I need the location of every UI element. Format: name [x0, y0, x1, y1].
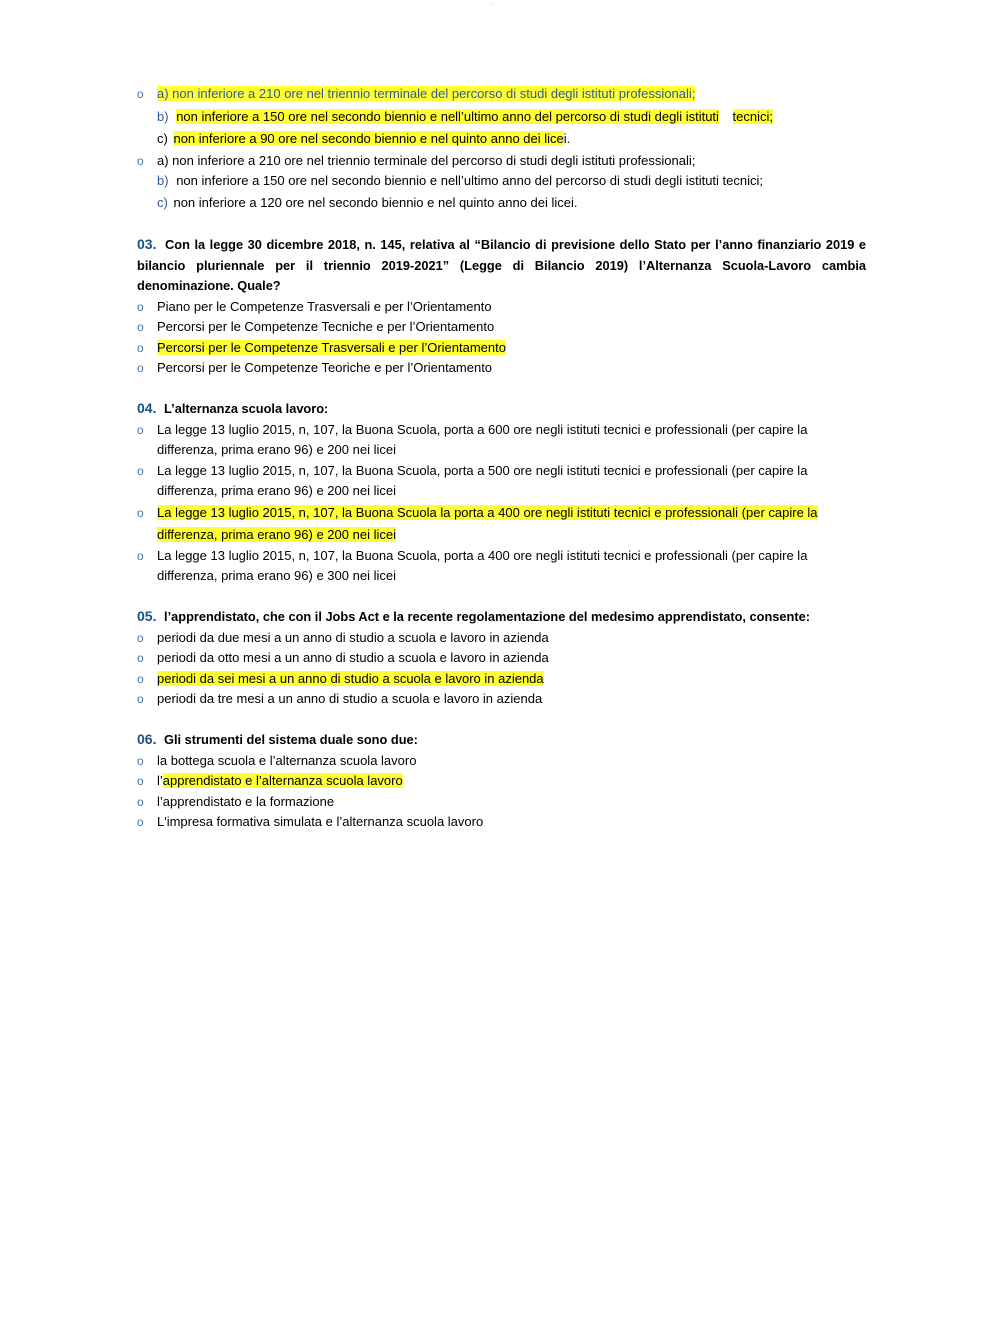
bullet-icon: o	[137, 815, 144, 829]
bullet-icon: o	[137, 361, 144, 375]
bullet-icon: o	[137, 505, 144, 520]
q02-option-2-a: a) non inferiore a 210 ore nel triennio terminale del percorso di studi degli istituti professionali;	[157, 152, 696, 168]
bullet-icon: o	[137, 320, 144, 334]
bullet-icon: o	[137, 692, 144, 706]
q03-block	[137, 234, 866, 379]
q03-option-3[interactable]: o Percorsi per le Competenze Trasversali e per l’Orientamento	[137, 338, 866, 359]
bullet-icon: o	[137, 774, 144, 788]
bullet-icon: o	[137, 753, 144, 768]
q03-option-2[interactable]: o Percorsi per le Competenze Tecniche e per l’Orientamento	[137, 317, 866, 338]
q04-question: 04. L’alternanza scuola lavoro:	[137, 400, 329, 416]
q04-option-2[interactable]: o La legge 13 luglio 2015, n, 107, la Buona Scuola, porta a 500 ore negli istituti tecnici e professionali (per capire la differenza, prima erano 96) e 200 nei licei	[137, 462, 808, 498]
q06-option-2[interactable]: o l’apprendistato e l’alternanza scuola lavoro	[137, 771, 877, 792]
q02-option-1	[137, 84, 877, 105]
q06-number: 06.	[137, 731, 157, 747]
q05-option-4[interactable]: o periodi da tre mesi a un anno di studio a scuola e lavoro in azienda	[137, 689, 877, 710]
q02-options	[137, 84, 877, 213]
bullet-icon: o	[137, 794, 144, 809]
q05-number: 05.	[137, 608, 157, 624]
bullet-icon: o	[137, 630, 144, 645]
q04-number: 04.	[137, 400, 157, 416]
header-mark: …	[490, 0, 495, 6]
q05-block	[137, 606, 877, 710]
q06-option-1[interactable]: o la bottega scuola e l’alternanza scuola lavoro	[137, 751, 877, 772]
q02-option-1-b: b) non inferiore a 150 ore nel secondo biennio e nell’ultimo anno del percorso di studi degli istituti tecnici;	[157, 108, 774, 124]
q02-option-2-b: b) non inferiore a 150 ore nel secondo biennio e nell’ultimo anno del percorso di studi degli istituti tecnici;	[157, 173, 763, 188]
q06-option-4[interactable]: o L'impresa formativa simulata e l’alternanza scuola lavoro	[137, 812, 877, 833]
q05-option-3[interactable]: o periodi da sei mesi a un anno di studio a scuola e lavoro in azienda	[137, 669, 877, 690]
q03-number: 03.	[137, 236, 157, 252]
q06-block	[137, 729, 877, 833]
bullet-icon: o	[137, 340, 144, 355]
q04-block	[137, 398, 866, 587]
q05-option-1[interactable]: o periodi da due mesi a un anno di studio a scuola e lavoro in azienda	[137, 628, 877, 649]
q03-option-4[interactable]: o Percorsi per le Competenze Teoriche e per l’Orientamento	[137, 358, 866, 379]
bullet-icon: o	[137, 671, 144, 686]
bullet-icon: o	[137, 153, 144, 168]
q02-option-2-c: c) non inferiore a 120 ore nel secondo biennio e nel quinto anno dei licei.	[157, 194, 578, 210]
q05-question: 05. l’apprendistato, che con il Jobs Act e la recente regolamentazione del medesimo apprendistato, consente:	[137, 608, 810, 624]
q03-question: 03. Con la legge 30 dicembre 2018, n. 145, relativa al “Bilancio di previsione dello Stato per l’anno finanziario 2019 e bilancio pluriennale per il triennio 2019-2021” (Legge di Bilancio 2019) l’Alternanza Scuola-Lavoro cambia denominazione. Quale?	[137, 236, 866, 293]
bullet-icon: o	[137, 299, 144, 314]
q06-question: 06. Gli strumenti del sistema duale sono due:	[137, 731, 418, 747]
q06-option-3[interactable]: o l’apprendistato e la formazione	[137, 792, 877, 813]
bullet-icon: o	[137, 422, 144, 437]
bullet-icon: o	[137, 463, 144, 478]
q02-option-2	[137, 151, 877, 172]
q03-option-1[interactable]: o Piano per le Competenze Trasversali e per l’Orientamento	[137, 297, 866, 318]
bullet-icon: o	[137, 87, 144, 101]
bullet-icon: o	[137, 548, 144, 563]
bullet-icon: o	[137, 651, 144, 665]
q02-option-1-c: c) non inferiore a 90 ore nel secondo biennio e nel quinto anno dei licei.	[157, 131, 571, 146]
q05-option-2[interactable]: o periodi da otto mesi a un anno di studio a scuola e lavoro in azienda	[137, 648, 877, 669]
q04-option-1[interactable]: o La legge 13 luglio 2015, n, 107, la Buona Scuola, porta a 600 ore negli istituti tecnici e professionali (per capire la differenza, prima erano 96) e 200 nei licei	[137, 421, 808, 457]
q04-option-3[interactable]: o La legge 13 luglio 2015, n, 107, la Buona Scuola la porta a 400 ore negli istituti tecnici e professionali (per capire la differenza, prima erano 96) e 200 nei licei	[137, 502, 857, 546]
q02-option-1-a: a) non inferiore a 210 ore nel triennio terminale del percorso di studi degli istituti professionali;	[157, 86, 696, 101]
q04-option-4[interactable]: o La legge 13 luglio 2015, n, 107, la Buona Scuola, porta a 400 ore negli istituti tecnici e professionali (per capire la differenza, prima erano 96) e 300 nei licei	[137, 547, 808, 583]
